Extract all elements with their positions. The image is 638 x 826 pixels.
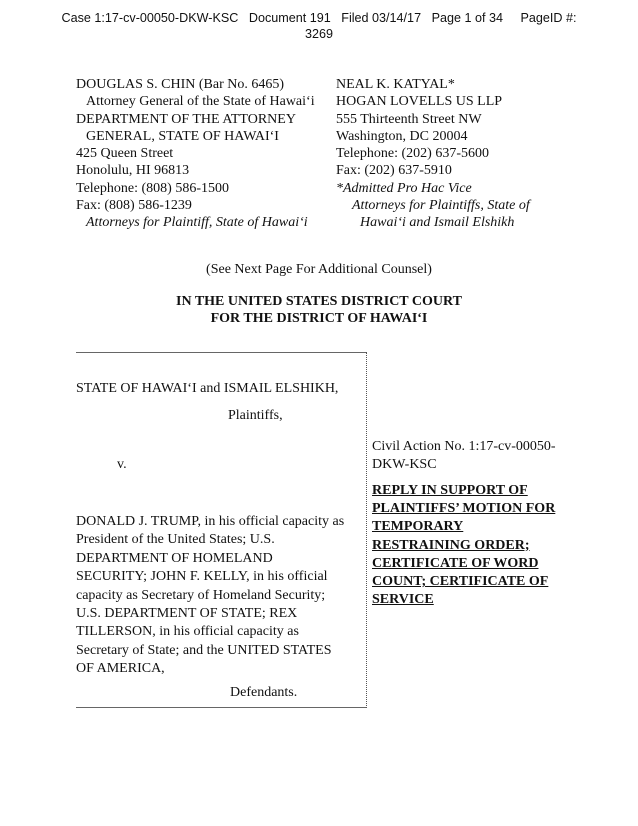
counsel-right-line: Fax: (202) 637-5910 (336, 163, 452, 179)
counsel-left-line: Attorney General of the State of Hawaiʻi (86, 94, 315, 110)
document-title-line: REPLY IN SUPPORT OF (372, 483, 528, 498)
document-title-line: CERTIFICATE OF WORD (372, 555, 539, 571)
defendants-line: OF AMERICA, (76, 661, 165, 677)
civil-action-line: DKW-KSC (372, 457, 437, 472)
court-name-line-1: IN THE UNITED STATES DISTRICT COURT (176, 294, 462, 309)
counsel-right-line: HOGAN LOVELLS US LLP (336, 94, 503, 110)
document-title-line: RESTRAINING ORDER; (372, 537, 530, 553)
defendants-line: President of the United States; U.S. (76, 532, 275, 548)
document-title (372, 482, 572, 609)
counsel-left-line: Attorneys for Plaintiff, State of Hawaiʻi (86, 215, 308, 231)
counsel-left-line: Fax: (808) 586-1239 (76, 198, 192, 214)
civil-action-number (372, 438, 572, 474)
civil-action-line: Civil Action No. 1:17-cv-00050- (372, 439, 556, 454)
defendants-line: Secretary of State; and the UNITED STATES (76, 642, 332, 658)
caption-bottom-rule (76, 707, 366, 708)
defendants-line: TILLERSON, in his official capacity as (76, 624, 299, 640)
defendants-line: DONALD J. TRUMP, in his official capacity as (76, 514, 345, 529)
ecf-header-line-1: Case 1:17-cv-00050-DKW-KSC Document 191 Filed 03/14/17 Page 1 of 34 PageID #: (61, 11, 577, 25)
court-name-line-2: FOR THE DISTRICT OF HAWAIʻI (210, 311, 428, 326)
counsel-right-line: NEAL K. KATYAL* (336, 77, 455, 92)
ecf-header-line-2: 3269 (304, 27, 334, 41)
additional-counsel-note: (See Next Page For Additional Counsel) (206, 262, 432, 277)
defendants-line: DEPARTMENT OF HOMELAND (76, 550, 273, 566)
counsel-left-block (76, 76, 326, 232)
plaintiffs-names: STATE OF HAWAIʻI and ISMAIL ELSHIKH, (76, 381, 339, 396)
defendants-line: SECURITY; JOHN F. KELLY, in his official (76, 569, 328, 585)
counsel-right-line: *Admitted Pro Hac Vice (336, 180, 472, 196)
caption-top-rule (76, 352, 366, 353)
document-title-line: SERVICE (372, 592, 434, 608)
counsel-right-line: Telephone: (202) 637-5600 (336, 146, 489, 162)
counsel-right-line: 555 Thirteenth Street NW (336, 111, 482, 127)
defendants-line: capacity as Secretary of Homeland Security; (76, 587, 326, 603)
ecf-header (0, 10, 638, 42)
counsel-left-line: DOUGLAS S. CHIN (Bar No. 6465) (76, 77, 285, 92)
counsel-right-line: Attorneys for Plaintiffs, State of (352, 198, 530, 214)
document-title-line: COUNT; CERTIFICATE OF (372, 574, 549, 590)
plaintiffs-label: Plaintiffs, (228, 408, 283, 423)
document-title-line: TEMPORARY (372, 519, 464, 535)
counsel-left-line: 425 Queen Street (76, 146, 174, 162)
document-title-line: PLAINTIFFS’ MOTION FOR (372, 501, 556, 517)
versus: v. (117, 457, 127, 472)
counsel-right-line: Washington, DC 20004 (336, 128, 468, 144)
defendants-label: Defendants. (230, 685, 298, 700)
counsel-left-line: GENERAL, STATE OF HAWAIʻI (86, 128, 279, 144)
caption-divider (366, 352, 367, 708)
counsel-left-line: Honolulu, HI 96813 (76, 163, 190, 179)
defendants-line: U.S. DEPARTMENT OF STATE; REX (76, 606, 298, 622)
court-name (0, 293, 638, 327)
counsel-right-block (336, 76, 556, 232)
counsel-left-line: DEPARTMENT OF THE ATTORNEY (76, 111, 296, 127)
counsel-right-line: Hawaiʻi and Ismail Elshikh (360, 215, 515, 231)
counsel-left-line: Telephone: (808) 586-1500 (76, 180, 229, 196)
defendants-names (76, 513, 361, 679)
